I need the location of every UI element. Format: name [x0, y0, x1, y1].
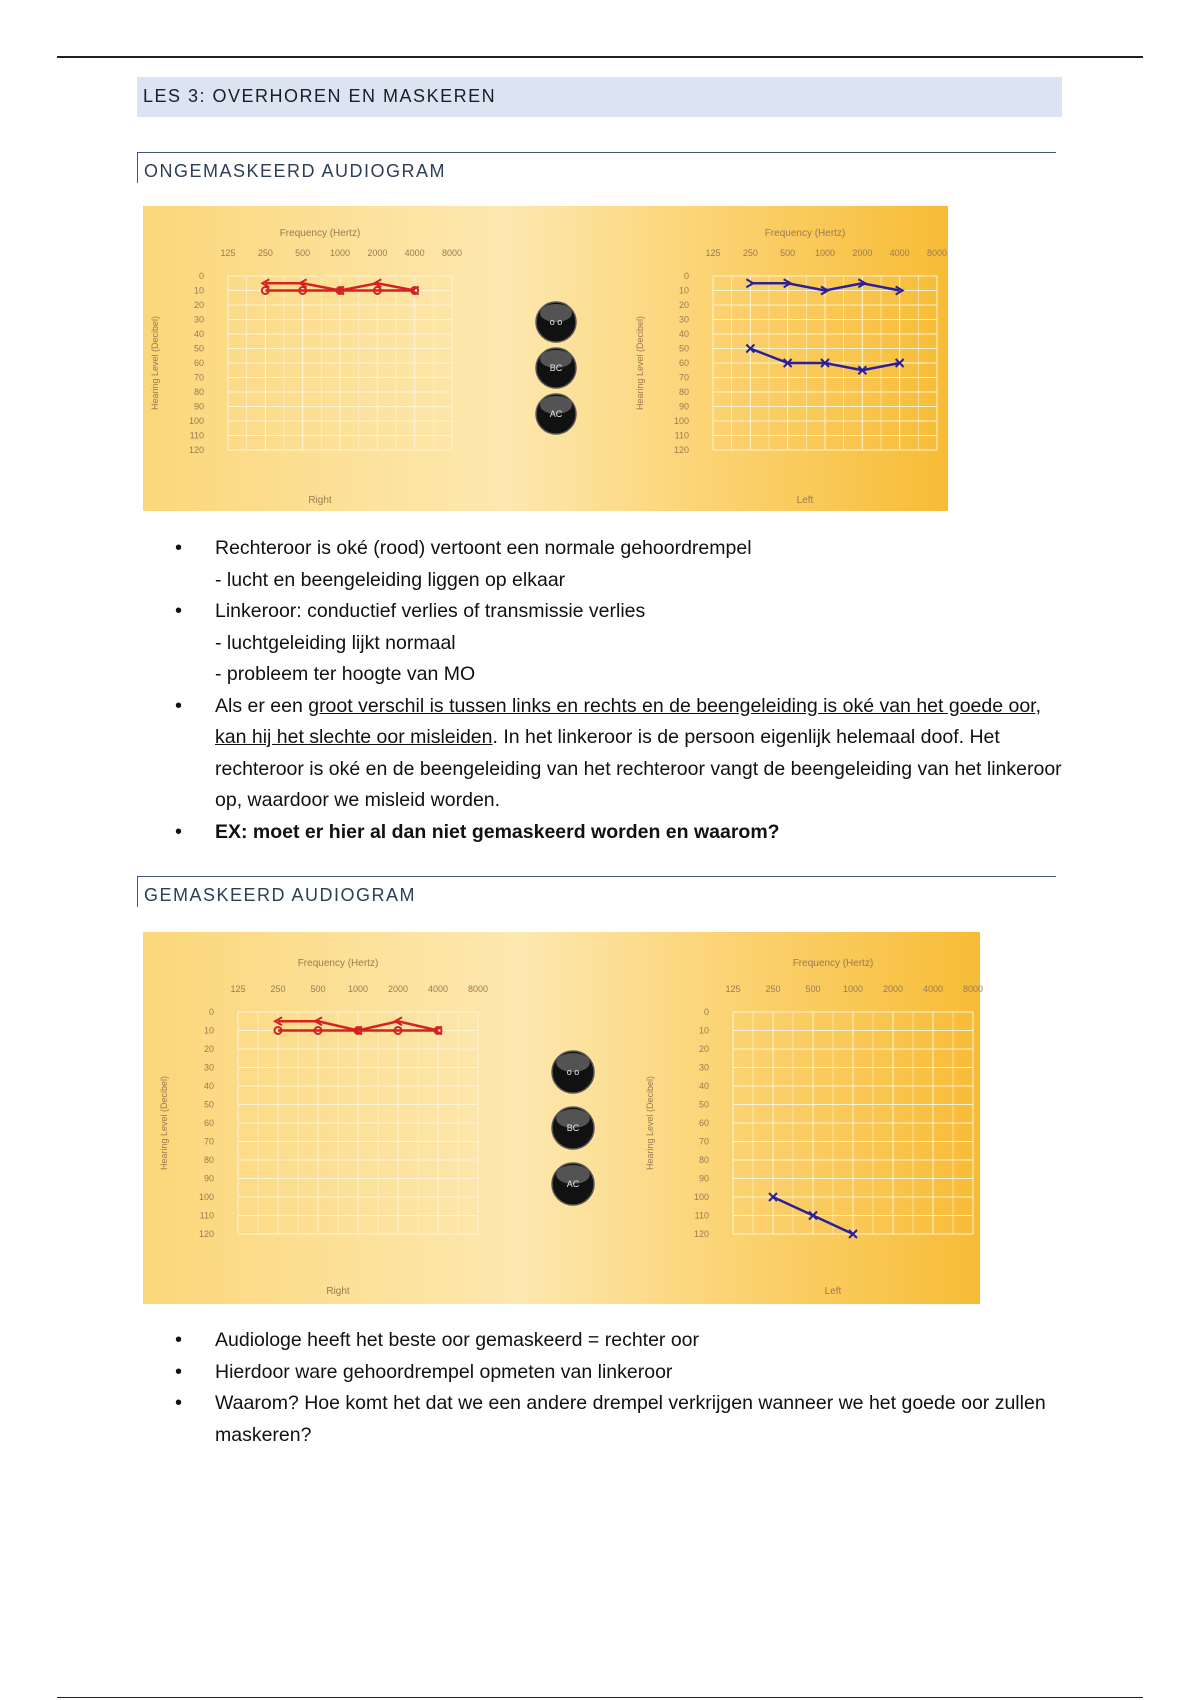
y-tick-label: 50	[193, 343, 204, 354]
y-tick-label: 90	[678, 401, 689, 412]
y-tick-label: 80	[698, 1155, 709, 1165]
x-tick-label: 4000	[922, 984, 944, 994]
button-label: AC	[566, 1179, 580, 1189]
list-item	[175, 533, 1065, 596]
y-tick-label: 30	[698, 1062, 709, 1073]
bullet-subtext: - lucht en beengeleiding liggen op elkaar	[215, 568, 566, 591]
x-tick-label: 1000	[814, 248, 836, 258]
x-tick-label: 250	[765, 984, 781, 994]
control-buttons[interactable]	[536, 302, 576, 434]
y-tick-label: 10	[678, 285, 689, 296]
y-tick-label: 50	[698, 1099, 709, 1110]
y-tick-label: 70	[698, 1136, 709, 1147]
x-tick-label: 250	[257, 248, 273, 258]
y-tick-label: 20	[678, 300, 689, 310]
header-rule	[57, 56, 1143, 58]
y-tick-label: 50	[203, 1099, 214, 1110]
x-tick-label: 2000	[387, 984, 409, 994]
bullet-underlined-text: groot verschil is tussen links en rechts en de beengeleiding is oké van het goede oor, kan hij het slechte oor misleiden	[215, 694, 1042, 748]
bullet-text: Waarom? Hoe komt het dat we een andere drempel verkrijgen wanneer we het goede oor zullen maskeren?	[215, 1392, 1046, 1446]
y-tick-label: 10	[203, 1025, 214, 1036]
x-tick-label: 500	[310, 984, 326, 994]
x-tick-label: 500	[780, 248, 796, 258]
y-tick-label: 0	[703, 1007, 709, 1017]
y-axis-title: Hearing Level (Decibel)	[150, 315, 160, 411]
y-tick-label: 120	[188, 445, 204, 455]
y-tick-label: 70	[203, 1136, 214, 1147]
ear-label: Left	[824, 1286, 842, 1297]
y-tick-label: 80	[193, 387, 204, 397]
x-tick-label: 500	[805, 984, 821, 994]
x-tick-label: 8000	[926, 248, 948, 258]
control-buttons[interactable]	[552, 1051, 594, 1205]
y-tick-label: 50	[678, 343, 689, 354]
section-heading-gemaskeerd	[137, 876, 1056, 907]
bullet-list-masked	[175, 1325, 1065, 1451]
x-tick-label: 8000	[962, 984, 984, 994]
bullet-subtext: - luchtgeleiding lijkt normaal	[215, 631, 456, 654]
y-tick-label: 90	[698, 1173, 709, 1184]
y-tick-label: 120	[673, 445, 689, 455]
y-tick-label: 10	[193, 285, 204, 296]
x-axis-title: Frequency (Hertz)	[297, 958, 379, 969]
y-tick-label: 70	[678, 372, 689, 383]
y-tick-label: 100	[198, 1192, 214, 1202]
y-tick-label: 100	[188, 416, 204, 426]
y-tick-label: 60	[698, 1118, 709, 1128]
y-tick-label: 40	[203, 1081, 214, 1091]
ear-label: Right	[326, 1286, 350, 1297]
footer-rule	[57, 1697, 1143, 1698]
x-tick-label: 500	[295, 248, 311, 258]
y-axis-title: Hearing Level (Decibel)	[635, 315, 645, 411]
x-tick-label: 125	[705, 248, 721, 258]
y-tick-label: 30	[193, 314, 204, 325]
x-axis-title: Frequency (Hertz)	[764, 228, 846, 239]
y-tick-label: 60	[678, 358, 689, 368]
x-axis-title: Frequency (Hertz)	[792, 958, 874, 969]
y-axis-title: Hearing Level (Decibel)	[159, 1075, 169, 1171]
y-tick-label: 40	[698, 1081, 709, 1091]
x-tick-label: 2000	[882, 984, 904, 994]
y-tick-label: 120	[693, 1229, 709, 1239]
chart-unmasked-right	[150, 228, 462, 506]
x-tick-label: 2000	[852, 248, 873, 258]
y-tick-label: 120	[198, 1229, 214, 1239]
bullet-text: . In het linkeroor is de persoon eigenlijk helemaal doof. Het rechteroor is oké en de beengeleiding van het rechteroor vangt de beengeleiding van het linkeroor op, waardoor we misleid worden.	[215, 726, 1062, 811]
list-item	[175, 691, 1065, 817]
button-label: AC	[549, 409, 563, 419]
chart-masked-right	[159, 958, 488, 1297]
chart-masked-left	[645, 958, 983, 1297]
y-tick-label: 20	[193, 300, 204, 310]
button-label: o o	[549, 317, 563, 327]
y-tick-label: 110	[189, 430, 204, 441]
list-item	[175, 596, 1065, 691]
x-tick-label: 4000	[427, 984, 449, 994]
y-tick-label: 70	[193, 372, 204, 383]
bullet-text: Linkeroor: conductief verlies of transmissie verlies	[215, 600, 646, 622]
y-tick-label: 40	[678, 329, 689, 339]
section-heading-text: ONGEMASKEERD AUDIOGRAM	[144, 161, 447, 181]
y-tick-label: 100	[693, 1192, 709, 1202]
section-heading-text: GEMASKEERD AUDIOGRAM	[144, 885, 417, 905]
x-tick-label: 1000	[842, 984, 864, 994]
section-heading-ongemaskeerd	[137, 152, 1056, 183]
audiogram-panel-masked	[143, 932, 984, 1304]
y-tick-label: 60	[203, 1118, 214, 1128]
bullet-text: Als er een	[215, 694, 309, 717]
lesson-title: LES 3: OVERHOREN EN MASKEREN	[143, 86, 497, 106]
bullet-list-unmasked	[175, 533, 1065, 848]
x-tick-label: 8000	[441, 248, 463, 258]
y-tick-label: 100	[673, 416, 689, 426]
y-tick-label: 80	[203, 1155, 214, 1165]
bullet-text: Audiologe heeft het beste oor gemaskeerd = rechter oor	[215, 1329, 700, 1351]
y-tick-label: 90	[203, 1173, 214, 1184]
y-tick-label: 110	[694, 1210, 709, 1221]
y-axis-title: Hearing Level (Decibel)	[645, 1075, 655, 1171]
y-tick-label: 110	[674, 430, 689, 441]
bullet-question: EX: moet er hier al dan niet gemaskeerd worden en waarom?	[215, 820, 780, 843]
audiogram-panel-unmasked	[143, 206, 948, 511]
y-tick-label: 0	[208, 1007, 214, 1017]
x-tick-label: 250	[270, 984, 286, 994]
x-tick-label: 1000	[347, 984, 369, 994]
y-tick-label: 40	[193, 329, 204, 339]
y-tick-label: 30	[678, 314, 689, 325]
button-label: BC	[549, 363, 563, 373]
x-tick-label: 250	[742, 248, 758, 258]
x-tick-label: 2000	[367, 248, 388, 258]
y-tick-label: 90	[193, 401, 204, 412]
y-tick-label: 20	[698, 1044, 709, 1054]
x-tick-label: 125	[725, 984, 741, 994]
y-tick-label: 20	[203, 1044, 214, 1054]
list-item	[175, 1388, 1065, 1451]
chart-unmasked-left	[635, 228, 947, 506]
ear-label: Left	[796, 495, 814, 506]
y-tick-label: 30	[203, 1062, 214, 1073]
audiogram-svg-unmasked	[143, 206, 948, 511]
lesson-title-band	[137, 77, 1062, 117]
bullet-subtext: - probleem ter hoogte van MO	[215, 663, 476, 685]
audiogram-svg-masked	[143, 932, 984, 1304]
ear-label: Right	[308, 495, 332, 506]
x-tick-label: 125	[220, 248, 236, 258]
list-item	[175, 1325, 1065, 1357]
list-item	[175, 817, 1065, 849]
y-tick-label: 0	[198, 271, 204, 281]
x-tick-label: 125	[230, 984, 246, 994]
list-item	[175, 1357, 1065, 1389]
y-tick-label: 80	[678, 387, 689, 397]
bullet-text: Rechteroor is oké (rood) vertoont een normale gehoordrempel	[215, 537, 752, 559]
bullet-text: Hierdoor ware gehoordrempel opmeten van linkeroor	[215, 1360, 673, 1383]
x-tick-label: 4000	[889, 248, 910, 258]
button-label: BC	[566, 1123, 580, 1133]
y-tick-label: 60	[193, 358, 204, 368]
x-tick-label: 1000	[329, 248, 351, 258]
y-tick-label: 110	[199, 1210, 214, 1221]
x-tick-label: 8000	[467, 984, 489, 994]
y-tick-label: 10	[698, 1025, 709, 1036]
button-label: o o	[566, 1067, 580, 1077]
x-axis-title: Frequency (Hertz)	[279, 228, 361, 239]
y-tick-label: 0	[683, 271, 689, 281]
x-tick-label: 4000	[404, 248, 425, 258]
